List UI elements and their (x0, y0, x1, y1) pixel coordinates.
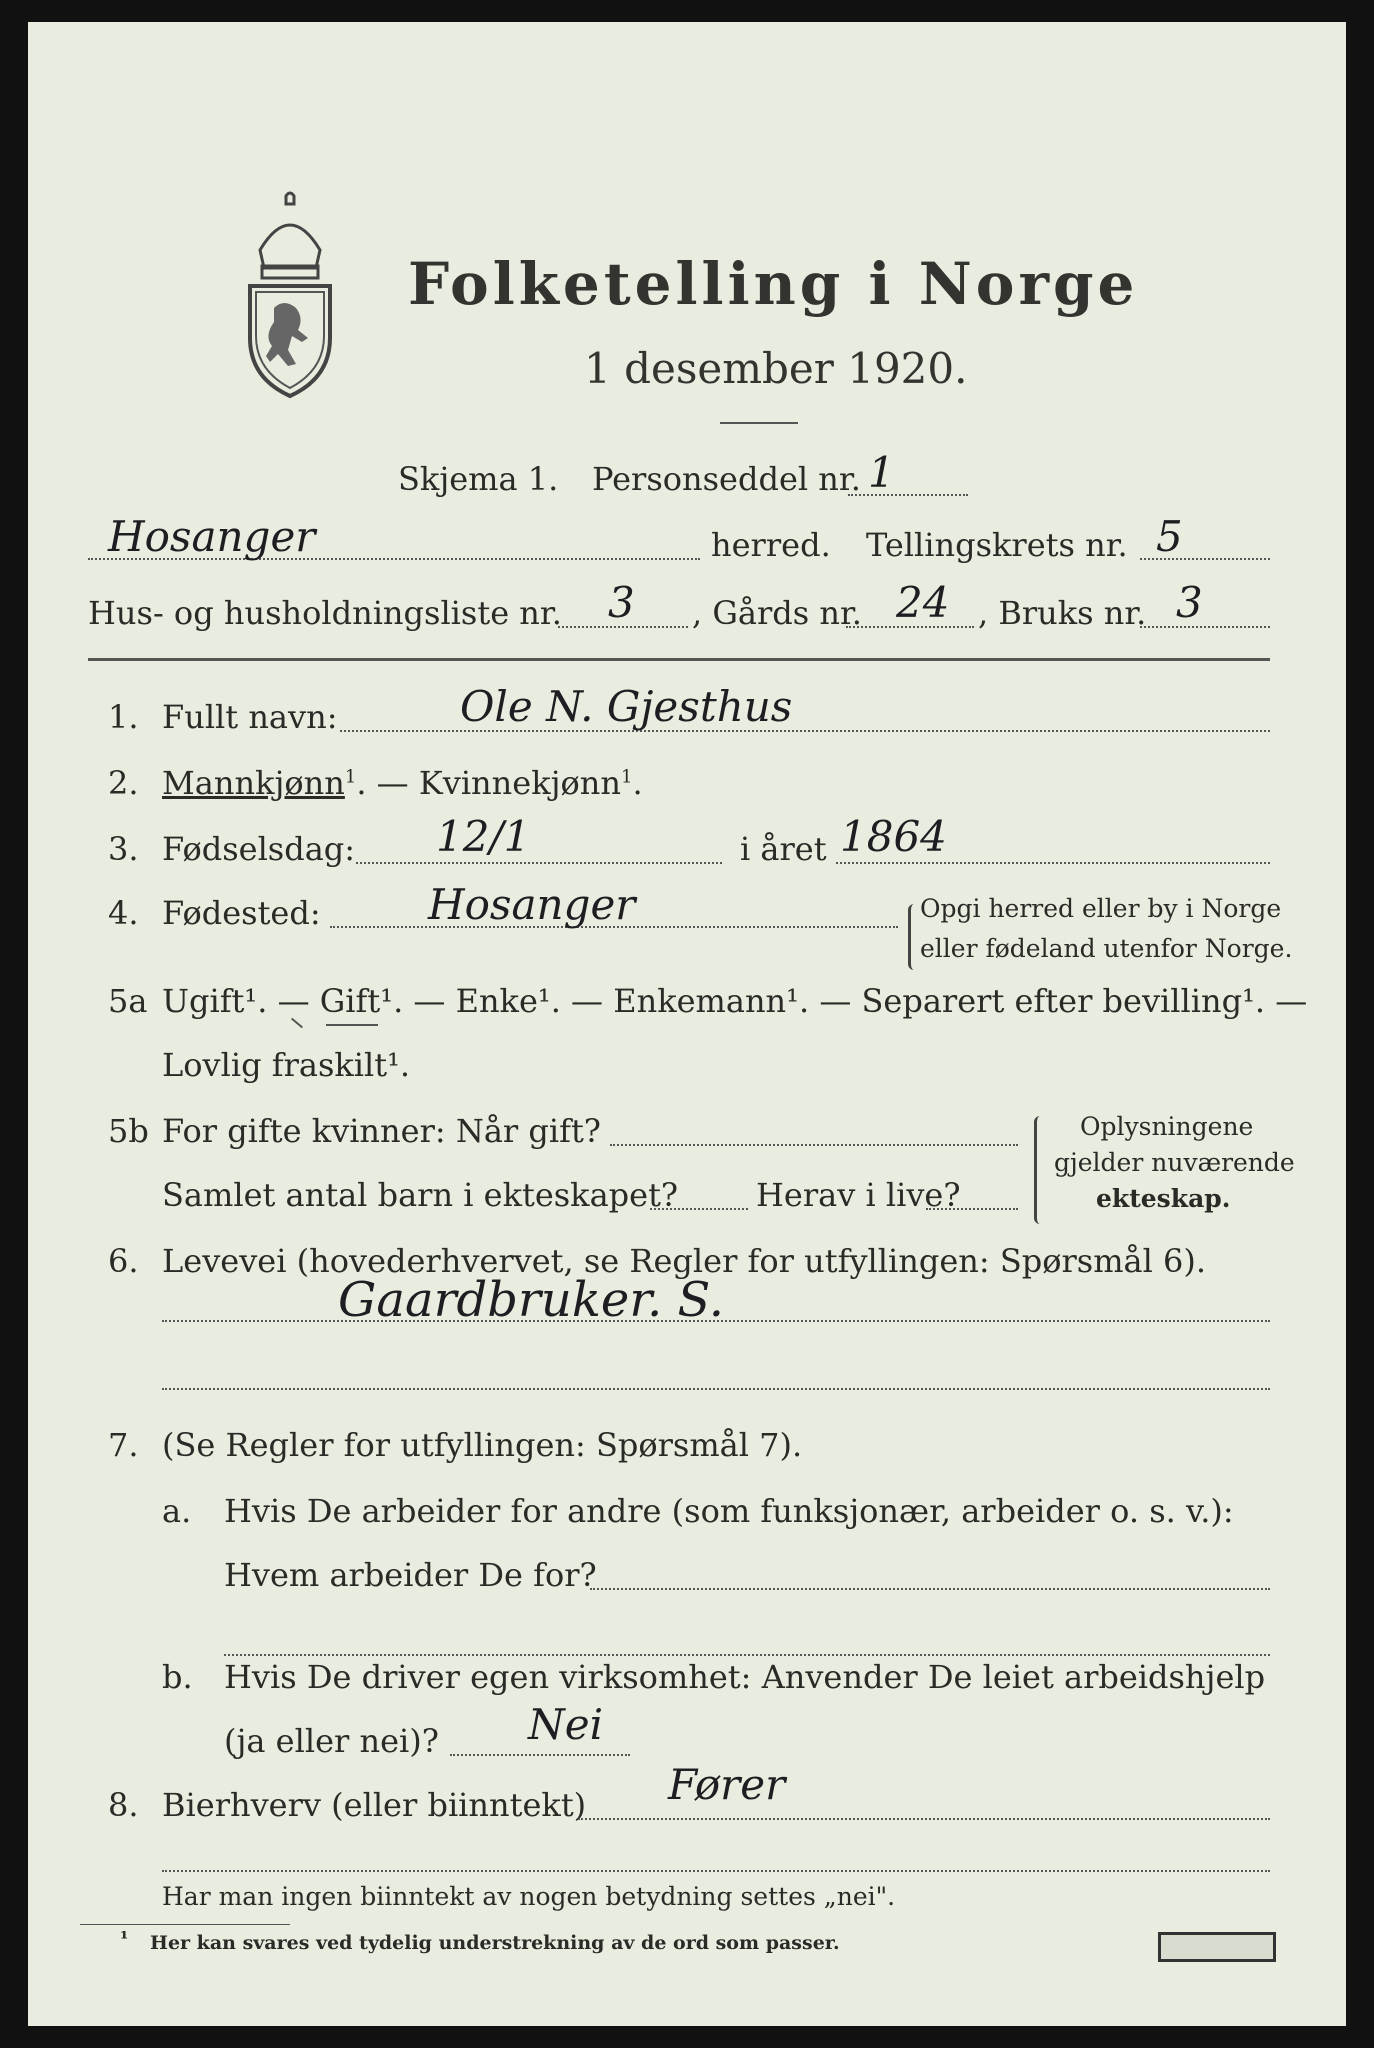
hired-help-value: Nei (528, 1700, 604, 1749)
male-option: Mannkjønn (162, 764, 345, 802)
q7a-line1: Hvis De arbeider for andre (som funksjonær, arbeider o. s. v.): (224, 1492, 1234, 1530)
q3-number: 3. (108, 830, 139, 868)
herred-value: Hosanger (108, 512, 316, 561)
marital-options: Ugift¹. — Gift¹. — Enke¹. — Enkemann¹. — Separert efter bevilling¹. — (162, 982, 1308, 1020)
footnote-mark: ¹ (120, 1928, 129, 1950)
hus-value: 3 (608, 578, 635, 627)
children-label: Samlet antal barn i ekteskapet? (162, 1176, 679, 1214)
year-label: i året (740, 830, 827, 868)
q1-number: 1. (108, 698, 139, 736)
q2-number: 2. (108, 764, 139, 802)
no-income-note: Har man ingen biinntekt av nogen betydning settes „nei". (162, 1882, 896, 1911)
printer-stamp (1158, 1932, 1276, 1962)
q5a-number: 5a (108, 982, 148, 1020)
personseddel-value: 1 (868, 448, 895, 497)
q1-label: Fullt navn: (162, 698, 338, 736)
herred-label: herred. (711, 526, 831, 564)
birthplace-note-1: Opgi herred eller by i Norge (920, 894, 1282, 923)
hus-label: Hus- og husholdningsliste nr. (88, 594, 562, 632)
alive-label: Herav i live? (756, 1176, 961, 1214)
birthplace-value: Hosanger (428, 880, 636, 929)
header-rule (88, 658, 1270, 661)
female-option: Kvinnekjønn (418, 764, 621, 802)
footnote: Her kan svares ved tydelig understrekning av de ord som passer. (150, 1932, 840, 1954)
bruks-label: , Bruks nr. (978, 594, 1147, 632)
coat-of-arms-icon (240, 190, 340, 400)
sex-options: Mannkjønn$^1$. — Kvinnekjønn$^1$. (162, 764, 643, 802)
q7b-line2: (ja eller nei)? (224, 1722, 439, 1760)
q7a-letter: a. (162, 1492, 192, 1530)
gards-value: 24 (896, 578, 950, 627)
birth-year-value: 1864 (840, 812, 947, 861)
q7a-line2: Hvem arbeider De for? (224, 1556, 597, 1594)
q7b-letter: b. (162, 1658, 193, 1696)
marriage-note-2: gjelder nuværende (1054, 1148, 1295, 1177)
birthplace-note-2: eller fødeland utenfor Norge. (920, 934, 1293, 963)
occupation-label: Levevei (hovederhvervet, se Regler for utfyllingen: Spørsmål 6). (162, 1242, 1207, 1280)
occupation-value: Gaardbruker. S. (338, 1272, 724, 1328)
census-date: 1 desember 1920. (584, 344, 968, 393)
q7b-line1: Hvis De driver egen virksomhet: Anvender De leiet arbeidshjelp (224, 1658, 1266, 1696)
form-title: Folketelling i Norge (408, 250, 1139, 318)
schema-label: Skjema 1. (398, 460, 559, 498)
side-income-value: Fører (668, 1760, 786, 1809)
census-form (28, 22, 1346, 2026)
marriage-note-3: ekteskap. (1096, 1184, 1231, 1213)
gards-label: , Gårds nr. (692, 594, 862, 632)
tellingskrets-value: 5 (1156, 512, 1183, 561)
marital-options-2: Lovlig fraskilt¹. (162, 1046, 411, 1084)
q5b-number: 5b (108, 1112, 149, 1150)
birthdate-value: 12/1 (436, 812, 531, 861)
q4-number: 4. (108, 894, 139, 932)
full-name-value: Ole N. Gjesthus (460, 682, 793, 731)
married-women-label: For gifte kvinner: Når gift? (162, 1112, 601, 1150)
q7-label: (Se Regler for utfyllingen: Spørsmål 7). (162, 1426, 803, 1464)
q6-number: 6. (108, 1242, 139, 1280)
q4-label: Fødested: (162, 894, 321, 932)
gift-underline (326, 1024, 378, 1026)
bruks-value: 3 (1176, 578, 1203, 627)
tellingskrets-label: Tellingskrets nr. (866, 526, 1128, 564)
q3-label: Fødselsdag: (162, 830, 356, 868)
title-divider (720, 422, 798, 424)
personseddel-label: Personseddel nr. (592, 460, 861, 498)
marriage-note-1: Oplysningene (1080, 1112, 1254, 1141)
q7-number: 7. (108, 1426, 139, 1464)
q8-number: 8. (108, 1786, 139, 1824)
side-income-label: Bierhverv (eller biinntekt) (162, 1786, 587, 1824)
